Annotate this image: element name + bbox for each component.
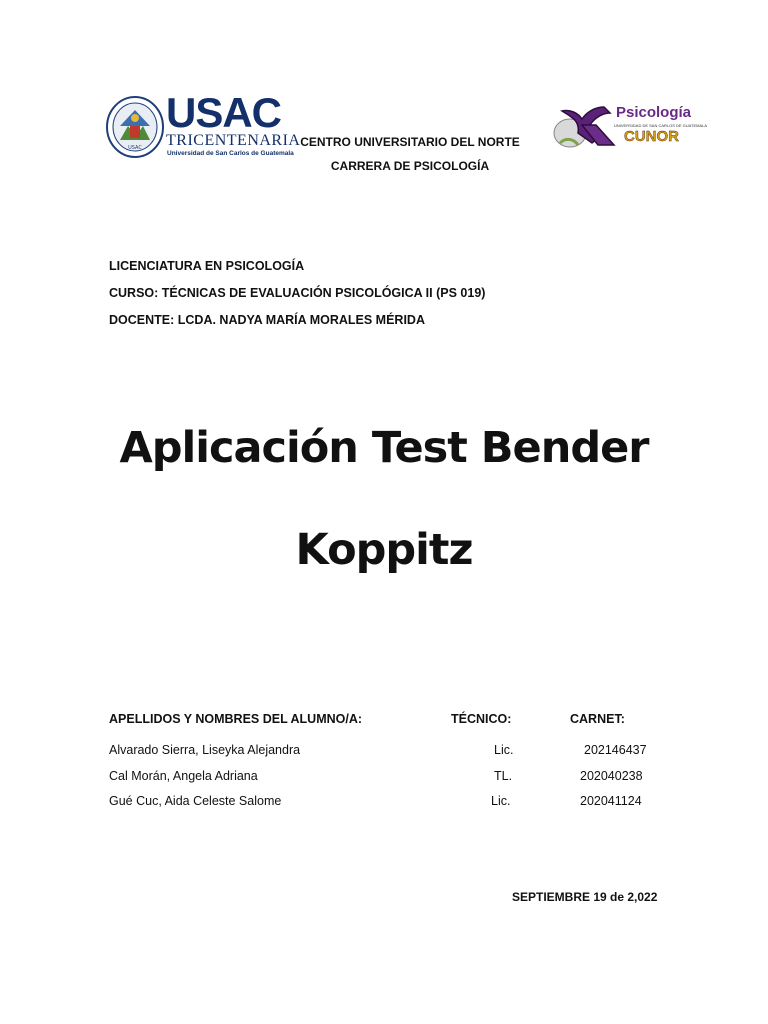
student-name: Cal Morán, Angela Adriana: [109, 769, 258, 783]
center-name: CENTRO UNIVERSITARIO DEL NORTE: [300, 135, 520, 149]
career-name: CARRERA DE PSICOLOGÍA: [330, 159, 490, 173]
usac-logo: [106, 89, 301, 160]
student-name: Gué Cuc, Aida Celeste Salome: [109, 794, 282, 808]
usac-seal-icon: [106, 96, 164, 158]
course-line: CURSO: TÉCNICAS DE EVALUACIÓN PSICOLÓGICA II (PS 019): [109, 286, 486, 300]
student-tech: TL.: [494, 769, 513, 783]
psi-logo-line1: Psicología: [616, 104, 692, 121]
psi-logo-line2: CUNOR: [624, 128, 679, 145]
institution-header: [290, 130, 530, 178]
usac-subtitle: TRICENTENARIA: [166, 132, 301, 149]
usac-brand: USAC: [166, 89, 282, 136]
course-info: [109, 253, 485, 334]
svg-text:USAC: USAC: [128, 145, 142, 151]
document-date: SEPTIEMBRE 19 de 2,022: [512, 890, 658, 904]
column-header-name: APELLIDOS Y NOMBRES DEL ALUMNO/A:: [109, 712, 363, 726]
teacher-line: DOCENTE: LCDA. NADYA MARÍA MORALES MÉRIDA: [109, 313, 425, 327]
student-tech: Lic.: [491, 794, 511, 808]
student-carnet: 202041124: [580, 794, 642, 808]
student-carnet: 202040238: [580, 769, 643, 783]
document-title-line1: Aplicación Test Bender: [119, 423, 649, 473]
table-row: [0, 794, 768, 816]
psi-symbol-icon: [552, 103, 622, 155]
table-row: [0, 743, 768, 765]
student-name: Alvarado Sierra, Liseyka Alejandra: [109, 743, 301, 757]
usac-tagline: Universidad de San Carlos de Guatemala: [167, 150, 294, 157]
student-carnet: 202146437: [584, 743, 647, 757]
column-header-tech: TÉCNICO:: [451, 712, 512, 726]
table-row: [0, 769, 768, 791]
student-tech: Lic.: [494, 743, 514, 757]
document-title-line2: Koppitz: [295, 525, 473, 575]
psi-logo-tagline: UNIVERSIDAD DE SAN CARLOS DE GUATEMALA: [614, 123, 708, 128]
degree-line: LICENCIATURA EN PSICOLOGÍA: [109, 259, 305, 273]
psicologia-cunor-logo: [552, 103, 708, 155]
column-header-carnet: CARNET:: [570, 712, 625, 726]
usac-wordmark: [166, 89, 301, 160]
